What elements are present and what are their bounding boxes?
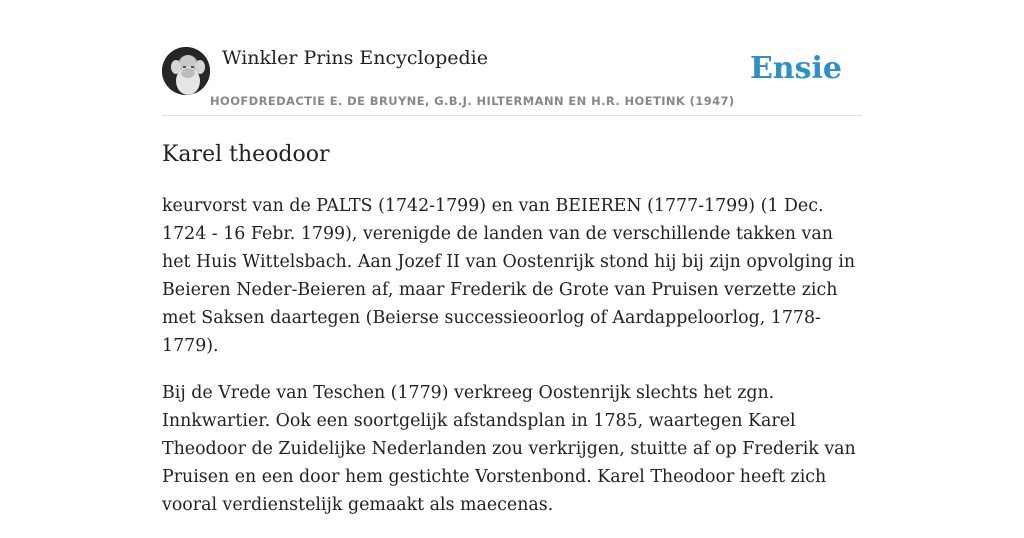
entry-paragraph: keurvorst van de PALTS (1742-1799) en van BEIEREN (1777-1799) (1 Dec. 1724 - 16 Febr. 1799), verenigde de landen van de verschillende takken van het Huis Wittelsbach. Aan Jozef II van Oostenrijk stond hij bij zijn opvolging in Beieren Neder-Beieren af, maar Frederik de Grote van Pruisen verzette zich met Saksen daartegen (Beierse successieoorlog of Aardappeloorlog, 1778-1779).	[162, 196, 856, 356]
source-title[interactable]: Winkler Prins Encyclopedie	[222, 47, 488, 69]
source-subtitle: HOOFDREDACTIE E. DE BRUYNE, G.B.J. HILTERMANN EN H.R. HOETINK (1947)	[210, 94, 735, 108]
entry-paragraph: Bij de Vrede van Teschen (1779) verkreeg Oostenrijk slechts het zgn. Innkwartier. Ook een soortgelijk afstandsplan in 1785, waartegen Karel Theodoor de Zuidelijke Nederlanden zou verkrijgen, stuitte af op Frederik van Pruisen en een door hem gestichte Vorstenbond. Karel Theodoor heeft zich vooral verdienstelijk gemaakt als maecenas.	[162, 383, 856, 515]
portrait-image	[162, 47, 210, 95]
author-avatar[interactable]	[162, 47, 210, 95]
entry-body	[162, 192, 862, 538]
entry-title: Karel theodoor	[162, 142, 330, 167]
page	[162, 0, 862, 515]
source-header	[162, 0, 862, 116]
ensie-logo-link[interactable]: Ensie	[749, 51, 842, 86]
